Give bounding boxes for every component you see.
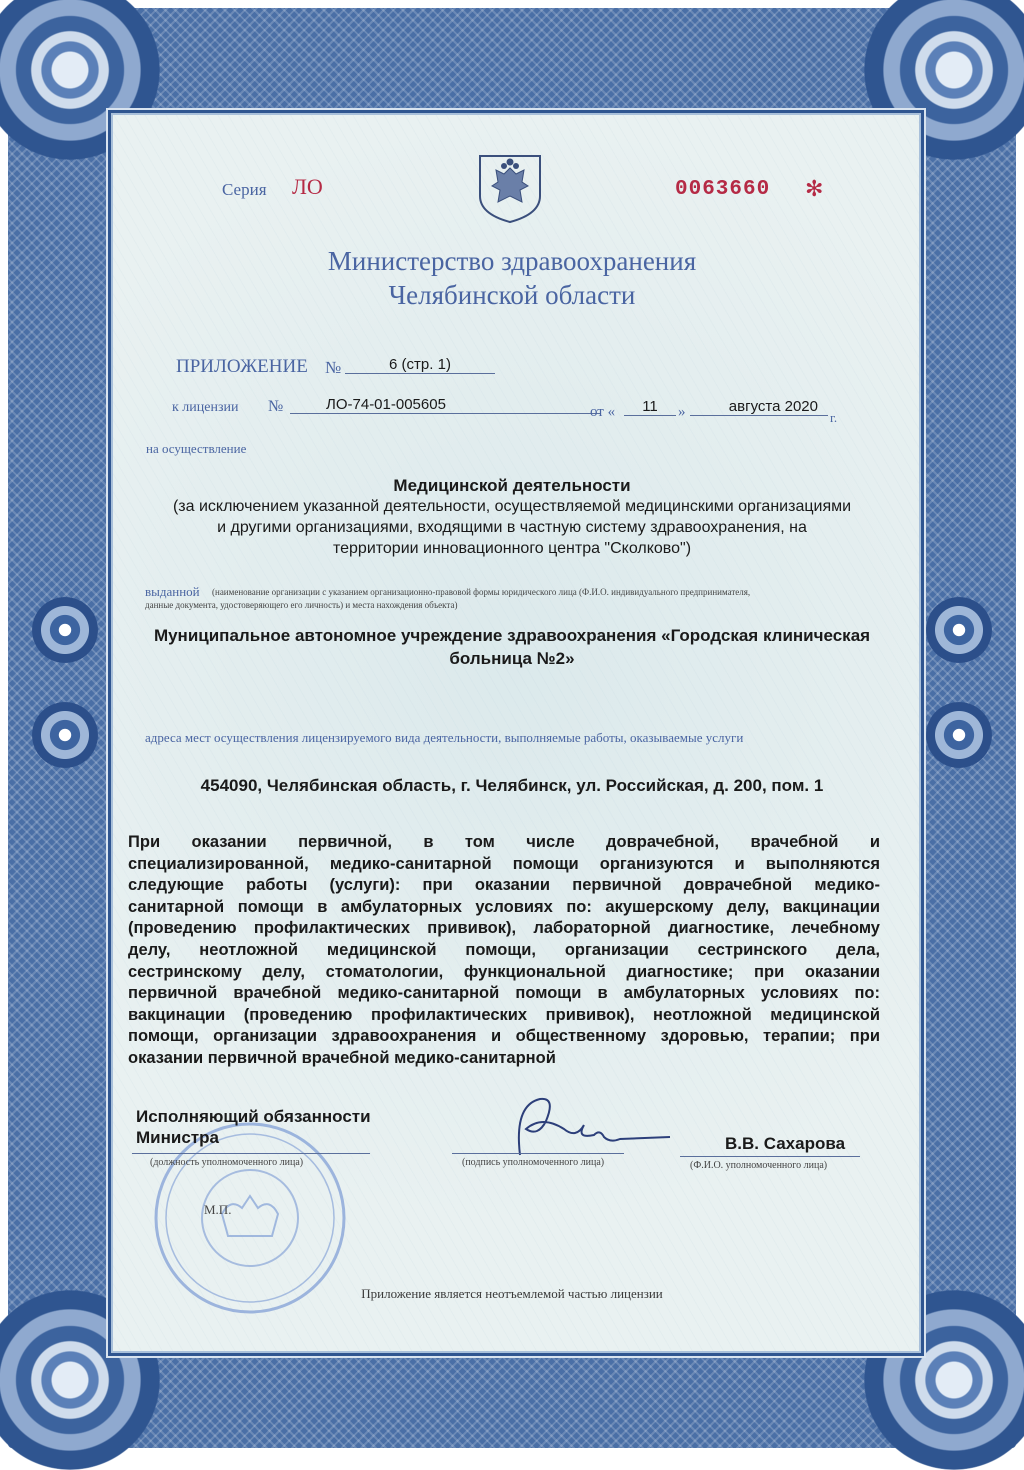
signatory-position-line1: Исполняющий обязанности [136, 1107, 371, 1126]
signatory-position-line2: Министра [136, 1128, 219, 1147]
stamp-place-mark: М.П. [204, 1202, 232, 1217]
services-line: первичной врачебной медико-санитарной помощи в амбулаторных условиях по: [128, 984, 880, 1003]
services-line: делу, неотложной медицинской помощи, организации сестринского дела, [128, 940, 880, 959]
addresses-label: адреса мест осуществления лицензируемого вида деятельности, выполняемые работы, оказываемые услуги [145, 730, 744, 745]
issued-hint-line2: данные документа, удостоверяющего его личность) и места нахождения объекта) [145, 600, 458, 610]
side-rosette-right-lower [924, 700, 994, 770]
license-date-from: от « [590, 404, 616, 420]
activity-address: 454090, Челябинская область, г. Челябинск, ул. Российская, д. 200, пом. 1 [200, 776, 824, 795]
license-date-month-year: августа 2020 [690, 398, 828, 416]
position-line [132, 1153, 370, 1154]
appendix-number: 6 (стр. 1) [345, 356, 495, 374]
appendix-label: ПРИЛОЖЕНИЕ [176, 356, 308, 377]
services-line: специализированной, медико-санитарной помощи организуются и выполняются [128, 854, 880, 873]
services-line: санитарной помощи в амбулаторных условиях по: акушерскому делу, вакцинации [128, 897, 880, 916]
services-line: вакцинации (проведению профилактических прививок), неотложной медицинской [128, 1005, 880, 1024]
organization-name-line1: Муниципальное автономное учреждение здравоохранения «Городская клиническая [153, 626, 871, 645]
license-date-day: 11 [624, 398, 676, 416]
side-rosette-left-lower [30, 700, 100, 770]
activity-scope-line3: территории инновационного центра "Сколково") [332, 540, 692, 557]
activity-title: Медицинской деятельности [393, 476, 631, 495]
signatory-name: В.В. Сахарова [725, 1134, 846, 1153]
license-label: к лицензии [172, 400, 239, 415]
blank-number: 0063660 [675, 178, 771, 201]
services-line: оказании первичной врачебной медико-санитарной [128, 1048, 556, 1067]
license-number: ЛО-74-01-005605 [290, 396, 600, 414]
services-line: При оказании первичной, в том числе доврачебной, врачебной и [128, 833, 880, 851]
organization-name-line2: больница №2» [449, 649, 575, 668]
activity-scope-line2: и другими организациями, входящими в частную систему здравоохранения, на [217, 519, 807, 536]
license-num-sign: № [268, 398, 284, 415]
series-value: ЛО [292, 174, 323, 199]
issued-label: выданной [145, 584, 200, 599]
appendix-num-sign: № [325, 358, 342, 377]
services-line: сестринскому делу, стоматологии, функциональной диагностике; при оказании [128, 962, 880, 981]
ministry-title-line2: Челябинской области [388, 280, 636, 310]
name-line [680, 1156, 860, 1157]
coat-of-arms-icon [474, 152, 546, 224]
number-mark: ✻ [805, 176, 824, 201]
services-text [128, 832, 880, 1070]
services-line: следующие работы (услуги): при оказании первичной доврачебной медико- [128, 876, 880, 895]
activity-label: на осуществление [146, 441, 247, 456]
signature-line [452, 1153, 624, 1154]
activity-scope-line1: (за исключением указанной деятельности, осуществляемой медицинскими организациями [172, 498, 852, 515]
series-label: Серия [222, 180, 267, 199]
services-line: (проведению профилактических прививок), лабораторной диагностике, лечебному [128, 919, 880, 938]
position-hint: (должность уполномоченного лица) [150, 1157, 304, 1168]
signature-hint: (подпись уполномоченного лица) [462, 1157, 605, 1168]
issued-hint-line1: (наименование организации с указанием организационно-правовой формы юридического лица (Ф.И.О. индивидуального предпринимателя, [212, 587, 751, 597]
license-date-close: » [678, 404, 686, 420]
services-line: помощи, организации здравоохранения и общественному здоровью, терапии; при [128, 1027, 880, 1046]
ministry-title-line1: Министерство здравоохранения [327, 246, 697, 276]
name-hint: (Ф.И.О. уполномоченного лица) [690, 1160, 828, 1171]
license-year-suffix: г. [830, 410, 838, 425]
footer-note: Приложение является неотъемлемой частью лицензии [361, 1286, 663, 1301]
